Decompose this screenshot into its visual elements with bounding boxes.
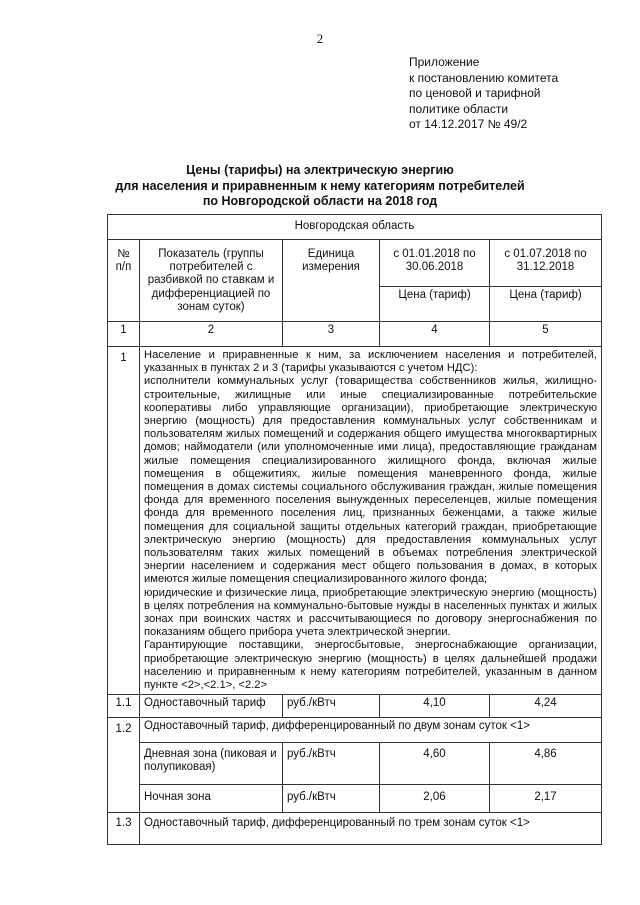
title-line: Цены (тарифы) на электрическую энергию [186,163,454,177]
tariff-table [107,214,602,845]
section-1-paragraph: юридические и физические лица, приобретающие электрическую энергию (мощность) в целях потребления на коммунально-бытовые нужды в населенных пунктах и жилых зонах при воинских частях и рассчитывающиеся по договору энергоснабжения по показаниям общего прибора учета электрической энергии. [144,586,598,639]
row-1-2-label: Одноставочный тариф, дифференцированный по двум зонам суток <1> [140,718,602,743]
day-zone-label: Дневная зона (пиковая и полупиковая) [140,743,283,785]
column-number: 1 [108,322,140,347]
row-1-1-label: Одноставочный тариф [140,695,283,718]
appendix-line: по ценовой и тарифной [409,86,541,100]
night-zone-label: Ночная зона [140,785,283,813]
header-unit: Единица измерения [283,240,380,322]
row-1-1-price-1: 4,10 [380,695,490,718]
row-1-2-num: 1.2 [108,718,140,813]
night-zone-unit: руб./кВтч [283,785,380,813]
day-zone-price-1: 4,60 [380,743,490,785]
row-1-3-num: 1.3 [108,813,140,845]
appendix-block [409,55,558,133]
appendix-line: от 14.12.2017 № 49/2 [409,117,528,131]
section-1-paragraph: Население и приравненные к ним, за исключением населения и потребителей, указанных в пунктах 2 и 3 (тарифы указываются с учетом НДС): [144,349,598,375]
night-zone-price-2: 2,17 [490,785,602,813]
title-line: по Новгородской области на 2018 год [202,194,438,208]
section-1-paragraph: Гарантирующие поставщики, энергосбытовые, энергоснабжающие организации, приобретающие электрическую энергию (мощность) в целях дальнейшей продажи населению и приравненным к нему категориям потребителей, указанным в данном пункте <2>,<2.1>, <2.2> [144,639,598,692]
page-number: 2 [316,31,324,46]
appendix-line: к постановлению комитета [409,70,559,85]
column-number: 4 [380,322,490,347]
day-zone-unit: руб./кВтч [283,743,380,785]
column-number: 5 [490,322,602,347]
row-1-1-num: 1.1 [108,695,140,718]
night-zone-price-1: 2,06 [380,785,490,813]
row-1-3-label: Одноставочный тариф, дифференцированный по трем зонам суток <1> [140,813,602,845]
section-1-num: 1 [108,347,140,695]
header-price-1: Цена (тариф) [380,287,490,322]
region-header: Новгородская область [108,215,602,240]
title-line: для населения и приравненным к нему категориям потребителей [115,178,525,193]
row-1-1-price-2: 4,24 [490,695,602,718]
header-period-1: с 01.01.2018 по 30.06.2018 [380,240,490,287]
header-price-2: Цена (тариф) [490,287,602,322]
header-num: № п/п [108,240,140,322]
row-1-1-unit: руб./кВтч [283,695,380,718]
document-title [0,163,640,210]
header-indicator: Показатель (группы потребителей с разбивкой по ставкам и дифференциацией по зонам суток) [140,240,283,322]
column-number: 3 [283,322,380,347]
column-number: 2 [140,322,283,347]
section-1-paragraph: исполнители коммунальных услуг (товарищества собственников жилья, жилищно-строительные, жилищные или иные специализированные потребительские кооперативы либо управляющие организации), приобретающие электрическую энергию (мощность) для предоставления коммунальных услуг собственникам и пользователям жилых помещений и содержания общего имущества многоквартирных домов; наймодатели (или уполномоченные ими лица), предоставляющие гражданам жилые помещения специализированного жилищного фонда, включая жилые помещения в общежитиях, жилые помещения маневренного фонда, жилые помещения в домах системы социального обслуживания граждан, жилые помещения фонда для временного поселения вынужденных переселенцев, жилые помещения фонда для временного поселения лиц, признанных беженцами, а также жилые помещения для социальной защиты отдельных категорий граждан, приобретающие электрическую энергию (мощность) для предоставления коммунальных услуг пользователям таких жилых помещений в объемах потребления электрической энергии населением и содержания мест общего пользования в домах, в которых имеются жилые помещения специализированного жилого фонда; [144,375,598,586]
section-1-description [140,347,602,695]
day-zone-price-2: 4,86 [490,743,602,785]
appendix-line: Приложение [409,55,480,69]
appendix-line: политике области [409,101,509,116]
header-period-2: с 01.07.2018 по 31.12.2018 [490,240,602,287]
